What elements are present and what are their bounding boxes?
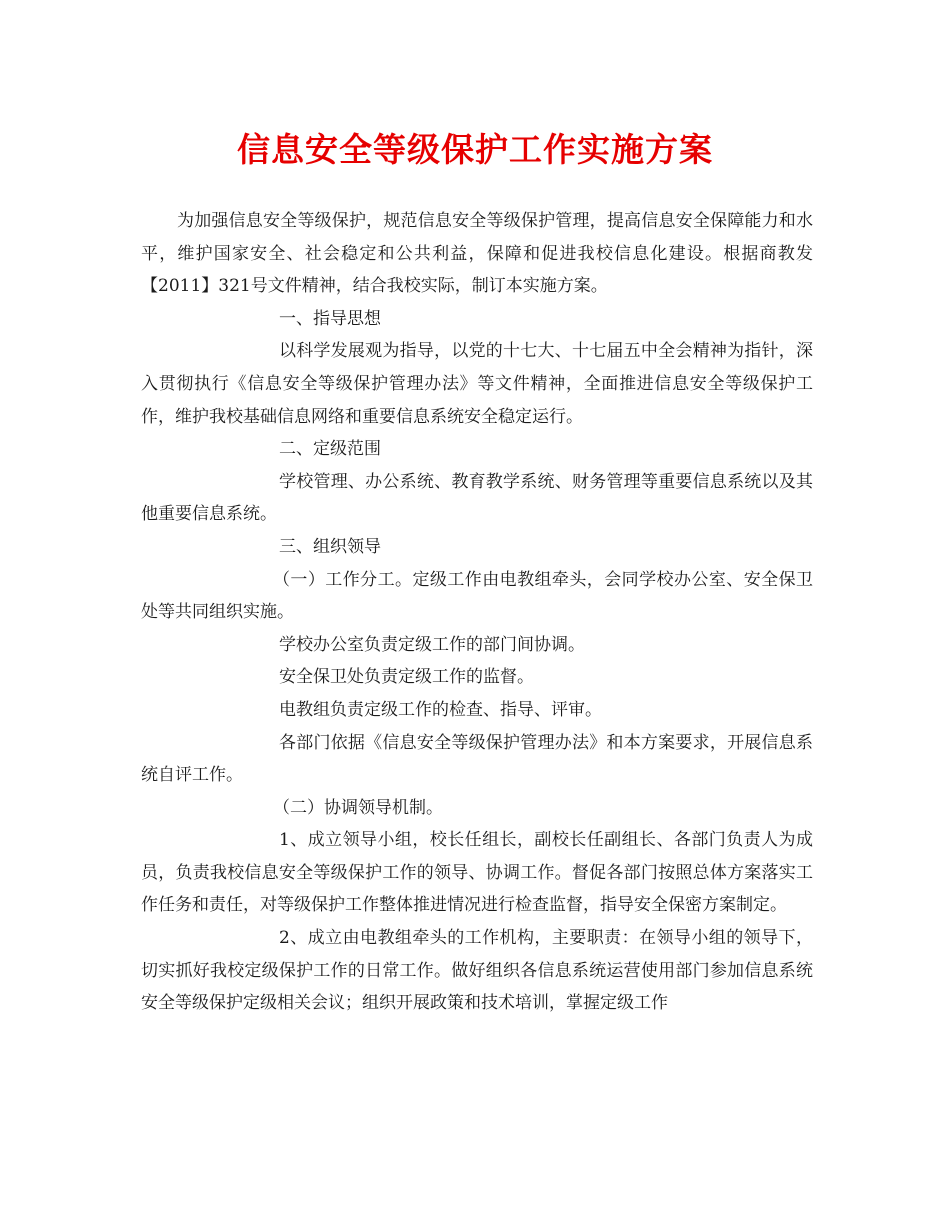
paragraph: 学校办公室负责定级工作的部门间协调。 — [279, 634, 585, 655]
paragraph: （一）工作分工。定级工作由电教组牵头，会同学校办公室、安全保卫处等共同组织实施。 — [141, 569, 813, 623]
paragraph: 为加强信息安全等级保护，规范信息安全等级保护管理，提高信息安全保障能力和水平，维护国家安全、社会稳定和公共利益，保障和促进我校信息化建设。根据商教发【2011】321号文件精神，结合我校实际，制订本实施方案。 — [141, 211, 813, 297]
paragraph: 以科学发展观为指导，以党的十七大、十七届五中全会精神为指针，深入贯彻执行《信息安全等级保护管理办法》等文件精神，全面推进信息安全等级保护工作，维护我校基础信息网络和重要信息系统安全稳定运行。 — [141, 341, 813, 427]
document-body — [141, 205, 813, 1020]
paragraph: 各部门依据《信息安全等级保护管理办法》和本方案要求，开展信息系统自评工作。 — [141, 732, 813, 786]
document-title: 信息安全等级保护工作实施方案 — [237, 130, 713, 169]
paragraph: 安全保卫处负责定级工作的监督。 — [279, 667, 534, 688]
paragraph: 三、组织领导 — [279, 536, 381, 557]
paragraph: 1、成立领导小组，校长任组长，副校长任副组长、各部门负责人为成员，负责我校信息安全等级保护工作的领导、协调工作。督促各部门按照总体方案落实工作任务和责任，对等级保护工作整体推进情况进行检查监督，指导安全保密方案制定。 — [141, 830, 813, 916]
paragraph: （二）协调领导机制。 — [273, 797, 443, 818]
paragraph: 2、成立由电教组牵头的工作机构，主要职责：在领导小组的领导下，切实抓好我校定级保护工作的日常工作。做好组织各信息系统运营使用部门参加信息系统安全等级保护定级相关会议；组织开展政策和技术培训，掌握定级工作 — [141, 928, 813, 1014]
paragraph: 电教组负责定级工作的检查、指导、评审。 — [279, 699, 602, 720]
paragraph: 一、指导思想 — [279, 308, 381, 329]
paragraph: 学校管理、办公系统、教育教学系统、财务管理等重要信息系统以及其他重要信息系统。 — [141, 471, 813, 525]
paragraph: 二、定级范围 — [279, 439, 381, 460]
